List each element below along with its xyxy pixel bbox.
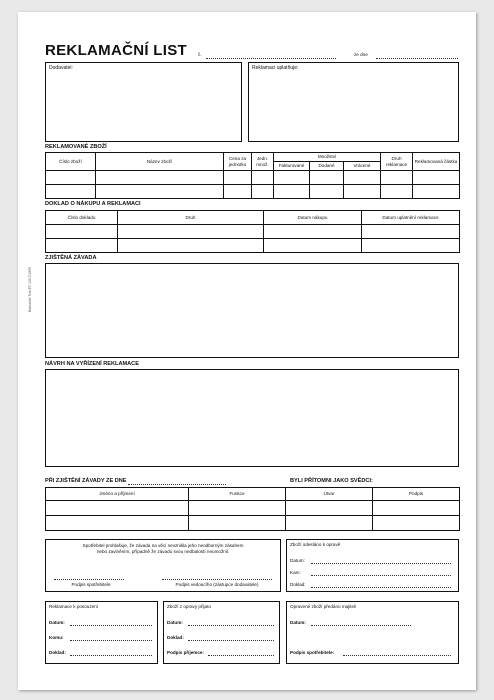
sent-date-label: Datum: [290,558,305,563]
from-repair-document-field[interactable] [188,640,274,641]
defect-section-title: ZJIŠTĚNÁ ZÁVADA [45,255,97,261]
sent-repair-box [286,539,459,592]
consumer-signature-label: Podpis spotřebitele [71,582,111,587]
handover-title: Opravené zboží předáno majiteli [290,604,357,609]
col-purchase-date: Datum nákupu [264,211,362,225]
sent-document-field[interactable] [311,587,451,588]
assessment-to-label: Komu: [49,635,64,640]
statement-box [45,539,281,592]
supplier-box[interactable] [45,62,242,142]
manager-signature-label: Podpis vedoucího (zástupce dodavatele) [175,582,259,587]
col-claim-date: Datum uplatnění reklamace [362,211,460,225]
col-doc-no: Číslo dokladu [46,211,118,225]
handover-date-label: Datum: [290,620,306,625]
claimant-box[interactable] [248,62,459,142]
receiver-signature-label: Podpis příjemce: [167,650,205,655]
detected-label: PŘI ZJIŠTĚNÍ ZÁVADY ZE DNE [45,478,127,484]
supplier-label: Dodavatel: [49,65,73,71]
col-name: Název zboží [96,153,224,171]
from-repair-document-label: Doklad: [167,635,184,640]
receiver-signature-field[interactable] [208,655,274,656]
purchase-table [45,210,460,253]
assessment-document-label: Doklad: [49,650,66,655]
col-claim-amount: Reklamovaná částka [413,153,460,171]
printer-side-text: Baloušek Tisk ET 100 ©1999 [28,266,32,312]
form-title: REKLAMAČNÍ LIST [45,42,187,59]
table-row[interactable] [46,225,460,239]
table-row[interactable] [46,516,460,531]
table-row[interactable] [46,239,460,253]
date-field[interactable] [376,58,458,59]
handover-date-field[interactable] [311,625,411,626]
assessment-document-field[interactable] [70,655,152,656]
handover-box [286,601,459,664]
col-returned: Vrácené [344,162,381,171]
date-label: ze dne [354,52,368,57]
col-witness-name: Jméno a příjmení [46,488,189,501]
proposal-section-title: NÁVRH NA VYŘÍZENÍ REKLAMACE [45,361,139,367]
from-repair-date-label: Datum: [167,620,183,625]
goods-table [45,152,460,199]
purchase-section-title: DOKLAD O NÁKUPU A REKLAMACI [45,201,141,207]
col-unit-price: Cena za jednotku [224,153,252,171]
defect-box[interactable] [45,263,459,358]
col-unit: Jedn. množ. [252,153,274,171]
statement-line-1: Spotřebitel prohlašuje, že závada na věci nevznikla jeho neodborným zásahem [82,543,244,548]
handover-signature-field[interactable] [343,655,451,656]
goods-section-title: REKLAMOVANÉ ZBOŽÍ [45,144,107,150]
col-delivered: Dodané [310,162,344,171]
manager-signature-line[interactable] [162,579,272,580]
witnesses-table [45,487,460,531]
col-invoiced: Fakturované [274,162,310,171]
sent-where-label: Kam: [290,570,301,575]
table-row[interactable] [46,501,460,516]
sent-repair-title: Zboží odesláno k opravě [290,542,341,547]
proposal-box[interactable] [45,369,459,467]
table-row[interactable] [46,185,460,199]
sent-where-field[interactable] [311,575,451,576]
assessment-date-field[interactable] [70,625,152,626]
from-repair-date-field[interactable] [188,625,274,626]
col-witness-function: Funkce [189,488,286,501]
statement-line-2: nebo zaviněním, případně že závadu svou nedbalostí neumožnil. [96,548,230,554]
col-witness-department: Útvar [286,488,373,501]
sent-document-label: Doklad: [290,582,306,587]
col-witness-signature: Podpis [373,488,460,501]
col-type: Druh [118,211,264,225]
from-repair-box [163,601,280,664]
witnesses-label: BYLI PŘÍTOMNI JAKO SVĚDCI: [290,478,373,484]
assessment-date-label: Datum: [49,620,65,625]
form-sheet [18,12,476,690]
table-row[interactable] [46,171,460,185]
assessment-box [45,601,158,664]
col-item-no: Číslo zboží [46,153,96,171]
col-claim-type: Druh reklamace [381,153,413,171]
number-field[interactable] [206,58,336,59]
sent-date-field[interactable] [311,563,451,564]
consumer-signature-line[interactable] [54,579,124,580]
detected-date-field[interactable] [128,484,226,485]
claimant-label: Reklamaci uplatňuje: [252,65,299,71]
assessment-title: Reklamace k posouzení [49,604,99,609]
from-repair-title: Zboží z opravy přijato [167,604,211,609]
assessment-to-field[interactable] [70,640,152,641]
handover-signature-label: Podpis spotřebitele: [290,650,335,655]
col-quantity: Množství [274,153,381,162]
number-label: č. [198,52,202,57]
